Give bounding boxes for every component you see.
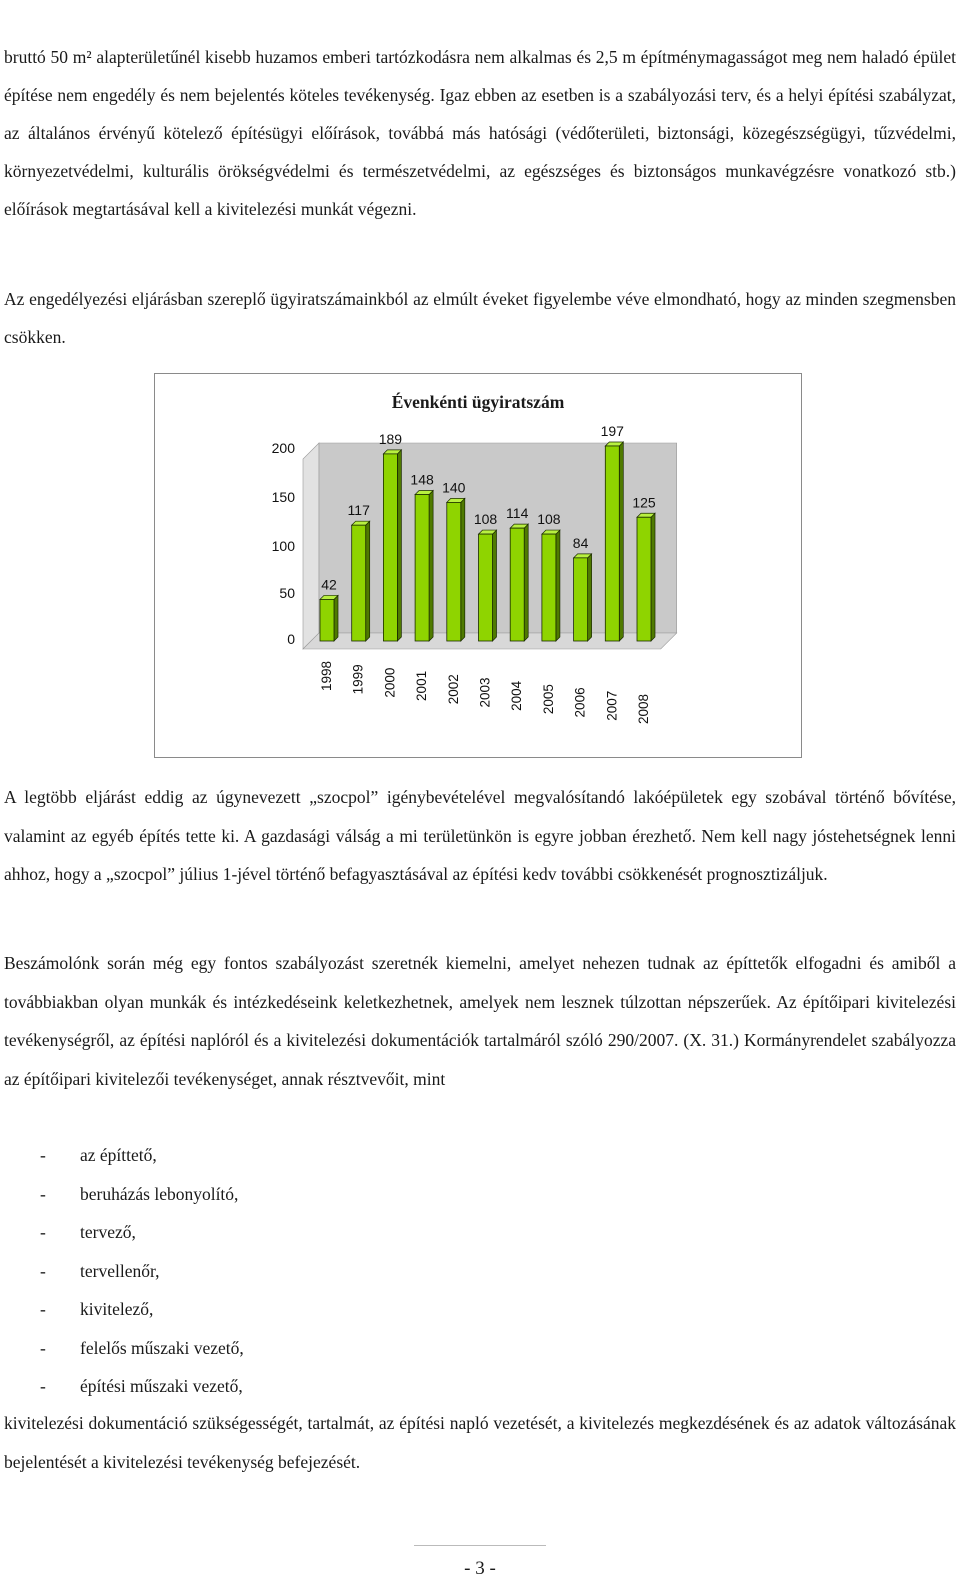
bar-side xyxy=(397,450,401,641)
y-tick-label: 150 xyxy=(271,489,295,505)
x-tick-label: 1999 xyxy=(350,664,366,695)
bar xyxy=(574,558,588,641)
list-item-label: felelős műszaki vezető, xyxy=(80,1337,244,1358)
paragraph-closing: kivitelezési dokumentáció szükségességét, tartalmát, az építési napló vezetését, a kivitelezés megkezdésének és az adatok változásának bejelentését a kivitelezési tevékenység befejezését. xyxy=(4,1413,956,1472)
bar xyxy=(605,446,619,641)
list-item-label: kivitelező, xyxy=(80,1299,154,1319)
data-label: 117 xyxy=(347,502,370,519)
list-dash: - xyxy=(40,1376,46,1396)
bar-side xyxy=(651,513,655,641)
bar xyxy=(479,534,493,641)
x-tick-label: 2002 xyxy=(445,674,461,705)
list-item-label: tervező, xyxy=(80,1222,136,1242)
y-tick-label: 50 xyxy=(279,585,295,601)
data-label: 125 xyxy=(632,494,656,511)
list-dash: - xyxy=(40,1260,46,1281)
list-item xyxy=(40,1290,244,1329)
bar-side xyxy=(334,595,338,641)
paragraph-regulation: Beszámolónk során még egy fontos szabályozást szeretnék kiemelni, amelyet nehezen tudnak az építtetők elfogadni és amiből a továbbiakban olyan munkák és intézkedéseink keletkezhetnek, amelyek nem lesznek túlzottan népszerűek. Az építőipari kivitelezési tevékenységről, az építési naplóról és a kivitelezési dokumentációk tartalmáról szóló 290/2007. (X. 31.) Kormányrendelet szabályozza az építőipari kivitelezői tevékenységet, annak résztvevőit, mint xyxy=(4,953,956,1089)
x-tick-label: 2007 xyxy=(604,690,620,721)
data-label: 42 xyxy=(321,576,337,593)
data-label: 84 xyxy=(572,534,589,551)
x-tick-label: 2005 xyxy=(540,684,556,715)
list-item-label: tervellenőr, xyxy=(80,1260,160,1281)
data-label: 108 xyxy=(537,511,561,528)
participant-list xyxy=(40,1136,244,1406)
list-item xyxy=(40,1175,244,1214)
list-item-label: beruházás lebonyolító, xyxy=(80,1183,239,1204)
list-dash: - xyxy=(40,1337,46,1358)
bar-chart xyxy=(155,374,801,757)
chart-panel xyxy=(154,373,802,758)
y-tick-label: 0 xyxy=(287,631,295,647)
bar-side xyxy=(588,554,592,641)
bar-side xyxy=(619,442,623,641)
list-item xyxy=(40,1367,244,1406)
list-item xyxy=(40,1136,244,1175)
bar xyxy=(383,454,397,641)
list-item xyxy=(40,1213,244,1252)
chart-side-wall xyxy=(303,443,319,649)
x-tick-label: 2004 xyxy=(509,680,525,711)
bar-side xyxy=(556,530,560,641)
bar-side xyxy=(524,524,528,641)
list-dash: - xyxy=(40,1145,46,1165)
bar xyxy=(447,502,461,641)
x-tick-label: 2006 xyxy=(572,687,588,718)
data-label: 148 xyxy=(410,471,434,488)
bar xyxy=(320,599,334,641)
bar xyxy=(510,528,524,641)
data-label: 108 xyxy=(473,511,498,528)
bar xyxy=(637,517,651,641)
paragraph-statistics-intro: Az engedélyezési eljárásban szereplő ügyiratszámainkból az elmúlt éveket figyelembe véve elmondható, hogy az minden szegmensben csökken. xyxy=(4,289,956,347)
bar-side xyxy=(493,530,497,641)
x-tick-label: 2003 xyxy=(477,677,493,708)
data-label: 140 xyxy=(442,479,466,496)
data-label: 114 xyxy=(506,505,529,522)
list-item xyxy=(40,1329,244,1368)
bar-side xyxy=(429,490,433,641)
bar-side xyxy=(366,521,370,641)
page-number: - 3 - xyxy=(464,1558,496,1579)
data-label: 189 xyxy=(378,430,403,447)
footer-divider xyxy=(414,1545,546,1546)
bar xyxy=(415,494,429,641)
bar xyxy=(352,525,366,641)
x-tick-label: 2001 xyxy=(414,670,430,701)
chart-title: Évenkénti ügyiratszám xyxy=(391,392,565,412)
y-tick-label: 200 xyxy=(271,440,295,456)
paragraph-szocpol: A legtöbb eljárást eddig az úgynevezett „szocpol” igénybevételével megvalósítandó lakóépületek egy szobával történő bővítése, valamint az egyéb építés tette ki. A gazdasági válság a mi területünkön is egyre jobban érezhető. Nem kell nagy jóstehetségnek lenni ahhoz, hogy a „szocpol” július 1-jével történő befagyasztásával az építési kedv további csökkenését prognosztizáljuk. xyxy=(4,787,956,884)
bar-side xyxy=(461,498,465,641)
list-dash: - xyxy=(40,1299,46,1319)
data-label: 197 xyxy=(600,422,624,439)
x-tick-label: 2000 xyxy=(382,667,398,698)
list-item-label: az építtető, xyxy=(80,1145,157,1165)
bar xyxy=(542,534,556,641)
list-item-label: építési műszaki vezető, xyxy=(80,1376,243,1396)
list-item xyxy=(40,1252,244,1291)
x-tick-label: 1998 xyxy=(319,661,334,692)
list-dash: - xyxy=(40,1222,46,1242)
x-tick-label: 2008 xyxy=(636,694,651,725)
paragraph-intro: bruttó 50 m² alapterületűnél kisebb huzamos emberi tartózkodásra nem alkalmas és 2,5 m építménymagasságot meg nem haladó épület építése nem engedély és nem bejelentés köteles tevékenység. Igaz ebben az esetben is a szabályozási terv, és a helyi építési szabályzat, az általános érvényű kötelező építésügyi előírások, továbbá más hatósági (védőterületi, biztonsági, közegészségügyi, tűzvédelmi, környezetvédelmi, kulturális örökségvédelmi és természetvédelmi, az egészséges és biztonságos munkavégzésre vonatkozó stb.) előírások megtartásával kell a kivitelezési munkát végezni. xyxy=(4,47,956,219)
y-tick-label: 100 xyxy=(271,538,295,554)
list-dash: - xyxy=(40,1183,46,1204)
